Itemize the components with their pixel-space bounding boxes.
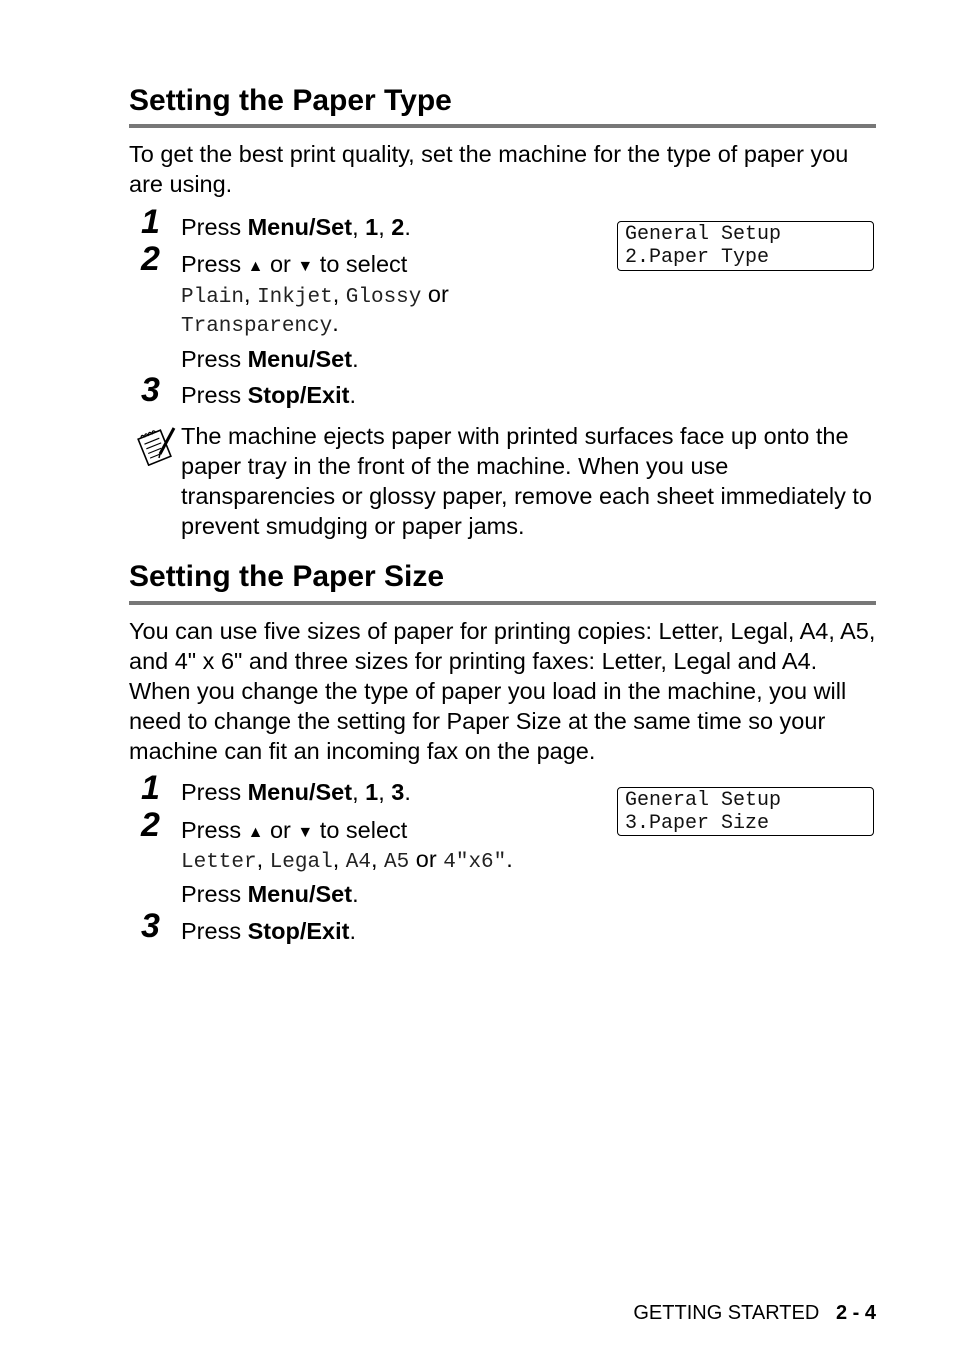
step-number: 1 — [141, 769, 160, 807]
step-text: Press Stop/Exit. — [181, 382, 356, 408]
step-text: Press Menu/Set, 1, 2. — [181, 214, 411, 240]
step-number: 3 — [141, 907, 160, 945]
section-title-paper-type: Setting the Paper Type — [129, 84, 452, 117]
step-options: Plain, Inkjet, Glossy or — [181, 281, 449, 309]
note-text: The machine ejects paper with printed surfaces face up onto the paper tray in the front of the machine. When you use transparencies or glossy paper, remove each sheet immediately to prevent smudging or paper jams. — [181, 423, 872, 539]
down-arrow-icon: ▼ — [297, 258, 314, 275]
step-text: Press ▲ or ▼ to select — [181, 817, 408, 843]
intro-paragraph: To get the best print quality, set the machine for the type of paper you are using. — [129, 141, 849, 197]
page-footer — [633, 1301, 876, 1325]
note-pad-pencil-icon — [136, 424, 178, 466]
up-arrow-icon: ▲ — [247, 824, 264, 841]
lcd-display — [617, 787, 874, 836]
lcd-line-1: General Setup — [625, 223, 782, 246]
up-arrow-icon: ▲ — [247, 258, 264, 275]
section-title-paper-size: Setting the Paper Size — [129, 560, 445, 593]
down-arrow-icon: ▼ — [297, 824, 314, 841]
lcd-line-1: General Setup — [625, 789, 782, 812]
page-number: 2 - 4 — [835, 1302, 876, 1324]
section-divider — [129, 601, 876, 605]
intro-paragraph: You can use five sizes of paper for printing copies: Letter, Legal, A4, A5, and 4" x 6" and three sizes for printing faxes: Letter, Legal and A4. When you change the type of paper you load in the machine, you will need to change the setting for Paper Size at the same time so your machine can fit an incoming fax on the page. — [129, 618, 876, 764]
step-number: 1 — [141, 203, 160, 241]
step-number: 3 — [141, 371, 160, 409]
step-text: Press ▲ or ▼ to select — [181, 251, 408, 277]
section-divider — [129, 124, 876, 128]
lcd-line-2: 2.Paper Type — [625, 246, 770, 269]
step-number: 2 — [141, 806, 160, 844]
lcd-line-2: 3.Paper Size — [625, 812, 770, 835]
step-text: Press Menu/Set. — [181, 346, 359, 372]
step-options: Letter, Legal, A4, A5 or 4"x6". — [181, 846, 513, 874]
lcd-display — [617, 221, 874, 271]
footer-chapter: GETTING STARTED — [633, 1302, 820, 1324]
step-options: Transparency. — [181, 310, 339, 338]
step-number: 2 — [141, 240, 160, 278]
step-text: Press Menu/Set, 1, 3. — [181, 779, 411, 805]
step-text: Press Stop/Exit. — [181, 918, 356, 944]
step-text: Press Menu/Set. — [181, 881, 359, 907]
